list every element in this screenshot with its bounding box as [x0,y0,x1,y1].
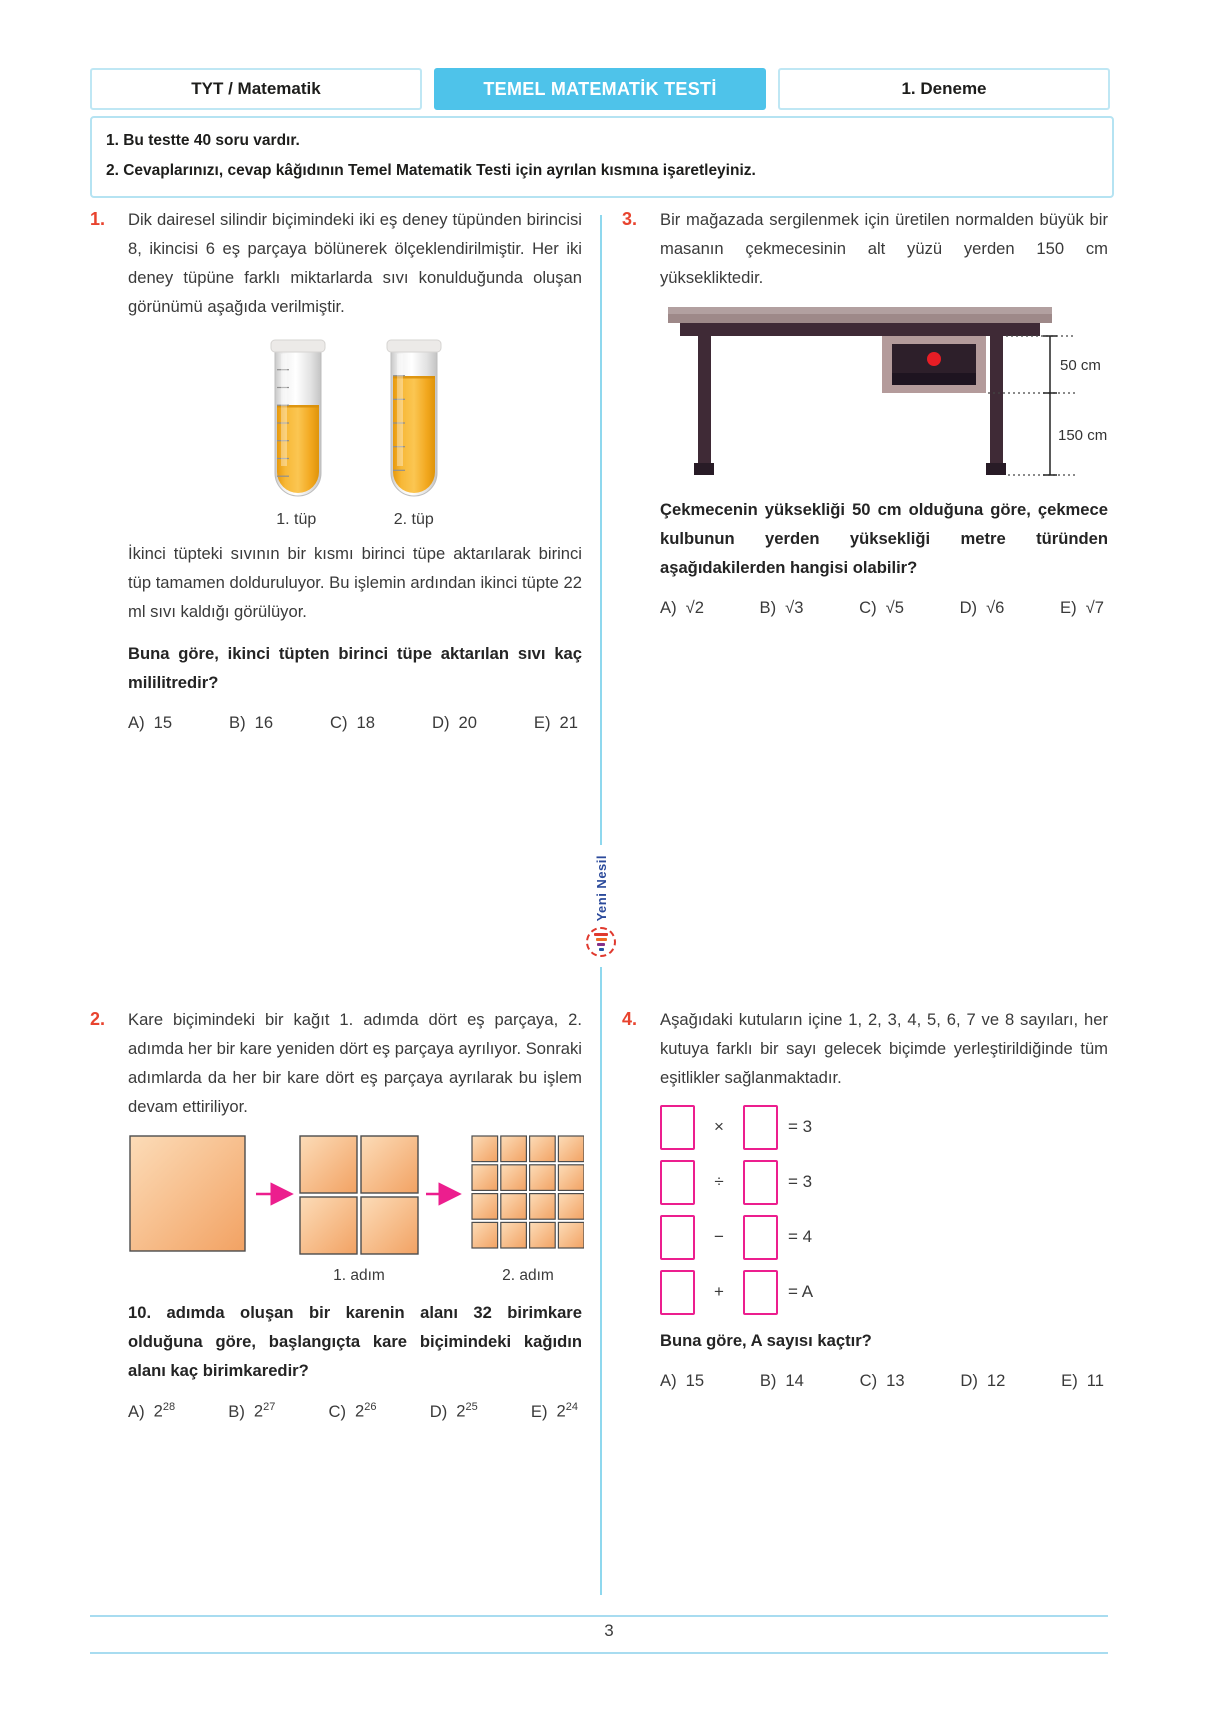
instruction-line-2: 2. Cevaplarınızı, cevap kâğıdının Temel Matematik Testi için ayrılan kısmına işaretleyiniz. [106,162,756,179]
operator: − [714,1227,724,1246]
empty-box [660,1160,695,1205]
question-1-text-2: İkinci tüpteki sıvının bir kısmı birinci tüpe aktarılarak birinci tüp tamamen dolduruluyor. Bu işlemin ardından ikinci tüpte 22 ml sıvı kaldığı görülüyor. [128,544,582,621]
option-a: A) $2^{28}$ [128,1401,176,1421]
option-c: C) $2^{26}$ [328,1401,377,1421]
tube-2-cap [387,340,441,352]
question-1-number: 1. [90,209,106,229]
drawer-height-label: 50 cm [1060,357,1101,374]
question-1 [90,205,582,733]
page-number: 3 [604,1621,614,1640]
question-4-text: Aşağıdaki kutuların içine 1, 2, 3, 4, 5, 6, 7 ve 8 sayıları, her kutuya farklı bir sayı gelecek biçimde yerleştirildiğinde tüm eşitlikler sağlanmaktadır. [660,1010,1108,1087]
test-tubes-illustration [238,334,473,502]
drawer-knob [927,352,941,366]
question-1-figure-test-tubes [238,334,473,529]
header-subject-box [90,68,422,110]
option-e: E) √7 [1060,598,1104,617]
empty-box [743,1160,778,1205]
option-c: C) 18 [330,713,376,732]
equation-row-1 [660,1105,1108,1149]
empty-box [743,1215,778,1260]
ground-height-label: 150 cm [1058,427,1108,444]
option-e: E) 21 [533,713,578,732]
option-c: C) 13 [859,1371,905,1390]
header-test-title-box [434,68,766,110]
footer-rule-top [90,1615,1108,1617]
equation-row-3 [660,1215,1108,1259]
equation-result: = 3 [788,1172,813,1191]
empty-box [660,1215,695,1260]
question-1-stem: Buna göre, ikinci tüpten birinci tüpe aktarılan sıvı kaç mililitredir? [128,644,582,692]
squares-illustration [128,1134,584,1286]
measurement-lines [1043,336,1057,475]
table-apron [680,323,1040,336]
question-3-number: 3. [622,209,638,229]
option-b: B) √3 [759,598,804,617]
tube-1-cap [271,340,325,352]
option-d: D) $2^{25}$ [429,1401,478,1421]
option-c: C) √5 [859,598,904,617]
question-2-figure-squares [128,1134,582,1286]
question-2-stem: 10. adımda oluşan bir karenin alanı 32 birimkare olduğuna göre, başlangıçta kare biçimindeki kağıdın alanı kaç birimkaredir? [128,1303,582,1380]
option-a: A) √2 [660,598,704,617]
question-2-number: 2. [90,1009,106,1029]
square-step-1-grid [300,1136,418,1254]
equation-result: = A [788,1282,814,1301]
question-1-options [128,713,582,733]
empty-box [660,1105,695,1150]
equation-row-4 [660,1270,1108,1314]
option-a: A) 15 [128,713,173,732]
tube-1-label: 1. tüp [276,511,317,528]
operator: ÷ [714,1172,724,1191]
header [90,68,1110,110]
question-3-text: Bir mağazada sergilenmek için üretilen normalden büyük bir masanın çekmecesinin alt yüzü yerden 150 cm yüksekliktedir. [660,210,1108,287]
question-4-stem: Buna göre, A sayısı kaçtır? [660,1331,872,1350]
header-exam-number-box [778,68,1110,110]
option-b: B) $2^{27}$ [228,1401,276,1421]
operator: × [714,1117,724,1136]
tube-2-label: 2. tüp [393,511,434,528]
footer-rule-bottom [90,1652,1108,1654]
question-1-text: Dik dairesel silindir biçimindeki iki eş deney tüpünden birincisi 8, ikincisi 6 eş parçaya bölünerek ölçeklendirilmiştir. Her iki deney tüpüne farklı miktarlarda sıvı konulduğunda oluşan görünümü aşağıda verilmiştir. [128,210,582,316]
question-2 [90,1005,582,1422]
equation-result: = 4 [788,1227,813,1246]
question-3-figure-table [660,305,1108,483]
question-4-number: 4. [622,1009,638,1029]
option-e: E) $2^{24}$ [530,1401,578,1421]
table-right-leg [990,336,1003,463]
question-2-text: Kare biçimindeki bir kağıt 1. adımda dört eş parçaya, 2. adımda her bir kare yeniden dört eş parçaya ayrılıyor. Sonraki adımlarda da her bir kare dört eş parçaya ayrılarak bu işlem devam ettiriliyor. [128,1010,582,1116]
option-d: D) √6 [959,598,1005,617]
publisher-logo-icon [586,927,616,957]
table-top [668,307,1052,314]
table-illustration [660,305,1112,483]
square-step-0 [130,1136,245,1251]
instructions-box [90,116,1114,198]
empty-box [743,1105,778,1150]
question-2-options [128,1401,582,1422]
step-2-label: 2. adım [502,1267,554,1284]
publisher-logo [576,845,626,967]
left-column [90,205,582,1600]
question-4 [622,1005,1108,1391]
instruction-line-1: 1. Bu testte 40 soru vardır. [106,132,300,149]
empty-box [743,1270,778,1315]
header-exam-number: 1. Deneme [901,79,987,98]
option-b: B) 16 [229,713,274,732]
option-b: B) 14 [759,1371,804,1390]
option-e: E) 11 [1061,1371,1104,1390]
option-d: D) 20 [431,713,477,732]
option-a: A) 15 [660,1371,705,1390]
publisher-logo-text: Yeni Nesil [593,854,609,922]
square-step-2-grid [472,1136,584,1248]
tube-1 [271,340,325,496]
step-1-label: 1. adım [333,1267,385,1284]
option-d: D) 12 [960,1371,1006,1390]
tube-2 [387,340,441,496]
question-4-figure-equations [660,1105,1108,1314]
right-column [622,205,1108,1600]
table-left-leg [698,336,711,463]
empty-box [660,1270,695,1315]
operator: + [714,1282,724,1301]
question-3-options [660,598,1108,618]
equation-row-2 [660,1160,1108,1204]
question-3-stem: Çekmecenin yüksekliği 50 cm olduğuna göre, çekmece kulbunun yerden yüksekliği metre türünden aşağıdakilerden hangisi olabilir? [660,500,1108,577]
question-4-options [660,1371,1108,1391]
header-subject-label: TYT / Matematik [191,79,321,98]
question-3 [622,205,1108,618]
equation-result: = 3 [788,1117,813,1136]
header-test-title: TEMEL MATEMATİK TESTİ [483,78,717,99]
